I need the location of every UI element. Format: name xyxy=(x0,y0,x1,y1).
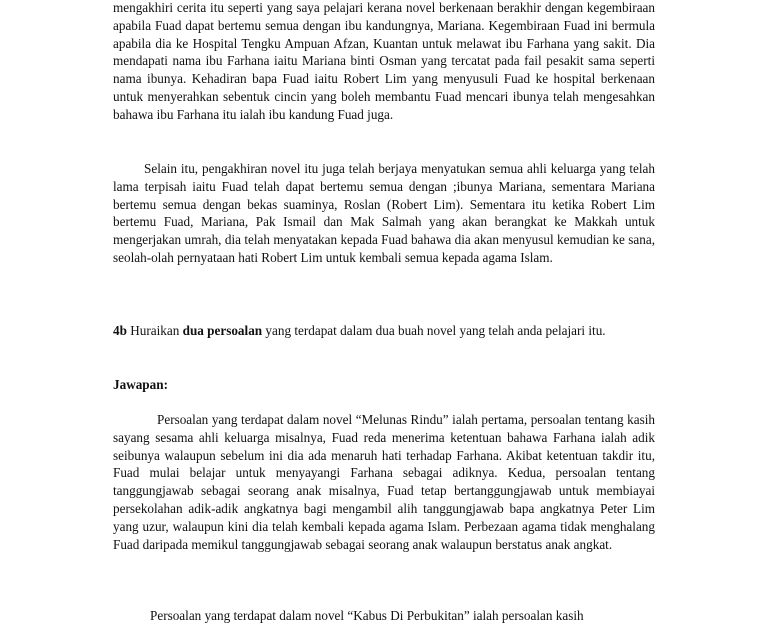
paragraph-ending-summary: mengakhiri cerita itu seperti yang saya pelajari kerana novel berkenaan berakhir dengan kegembiraan apabila Fuad dapat bertemu semua dengan ibu kandungnya, Mariana. Kegembiraan Fuad ini bermula apabila dia ke Hospital Tengku Ampuan Afzan, Kuantan untuk melawat ibu Farhana yang sakit. Dia mendapati nama ibu Farhana iaitu Mariana binti Osman yang tercatat pada fail pesakit sama seperti nama ibunya. Kehadiran bapa Fuad iaitu Robert Lim yang menyusuli Fuad ke hospital berkenaan untuk menyerahkan sebentuk cincin yang boleh membantu Fuad mencari ibunya telah mengesahkan bahawa ibu Farhana itu ialah ibu kandung Fuad juga. xyxy=(113,0,655,122)
paragraph-kabus-di-perbukitan: Persoalan yang terdapat dalam novel “Kabus Di Perbukitan” ialah persoalan kasih xyxy=(150,608,584,623)
question-text-after: yang terdapat dalam dua buah novel yang telah anda pelajari itu. xyxy=(265,323,606,338)
question-emphasis: dua persoalan xyxy=(182,323,263,338)
question-4b xyxy=(113,322,655,340)
answer-label: Jawapan: xyxy=(113,377,168,392)
question-text-before: Huraikan xyxy=(130,323,180,338)
paragraph-melunas-rindu: Persoalan yang terdapat dalam novel “Melunas Rindu” ialah pertama, persoalan tentang kasih sayang sesama ahli keluarga misalnya, Fuad reda menerima ketentuan bahawa Farhana ialah adik seibunya walaupun sebelum ini dia ada menaruh hati terhadap Farhana. Akibat ketentuan takdir itu, Fuad mulai belajar untuk menyayangi Farhana sebagai adiknya. Kedua, persoalan tentang tanggungjawab sebagai seorang anak misalnya, Fuad tetap bertanggungjawab untuk membiayai persekolahan adik-adik angkatnya bagi mengambil alih tanggungjawab bapa angkatnya Peter Lim yang uzur, walaupun kini dia telah kembali kepada agama Islam. Perbezaan agama tidak menghalang Fuad daripada memikul tanggungjawab sebagai seorang anak walaupun berstatus anak angkat. xyxy=(113,412,655,552)
question-number: 4b xyxy=(113,323,127,338)
paragraph-family-reunion: Selain itu, pengakhiran novel itu juga telah berjaya menyatukan semua ahli keluarga yang telah lama terpisah iaitu Fuad telah dapat bertemu semua dengan ;ibunya Mariana, sementara Mariana bertemu semua dengan bekas suaminya, Roslan (Robert Lim). Sementara itu ketika Robert Lim bertemu Fuad, Mariana, Pak Ismail dan Mak Salmah yang akan berangkat ke Makkah untuk mengerjakan umrah, dia telah menyatakan kepada Fuad bahawa dia akan menyusul kemudian ke sana, seolah-olah pernyataan hati Robert Lim untuk kembali semua kepada agama Islam. xyxy=(113,161,655,265)
